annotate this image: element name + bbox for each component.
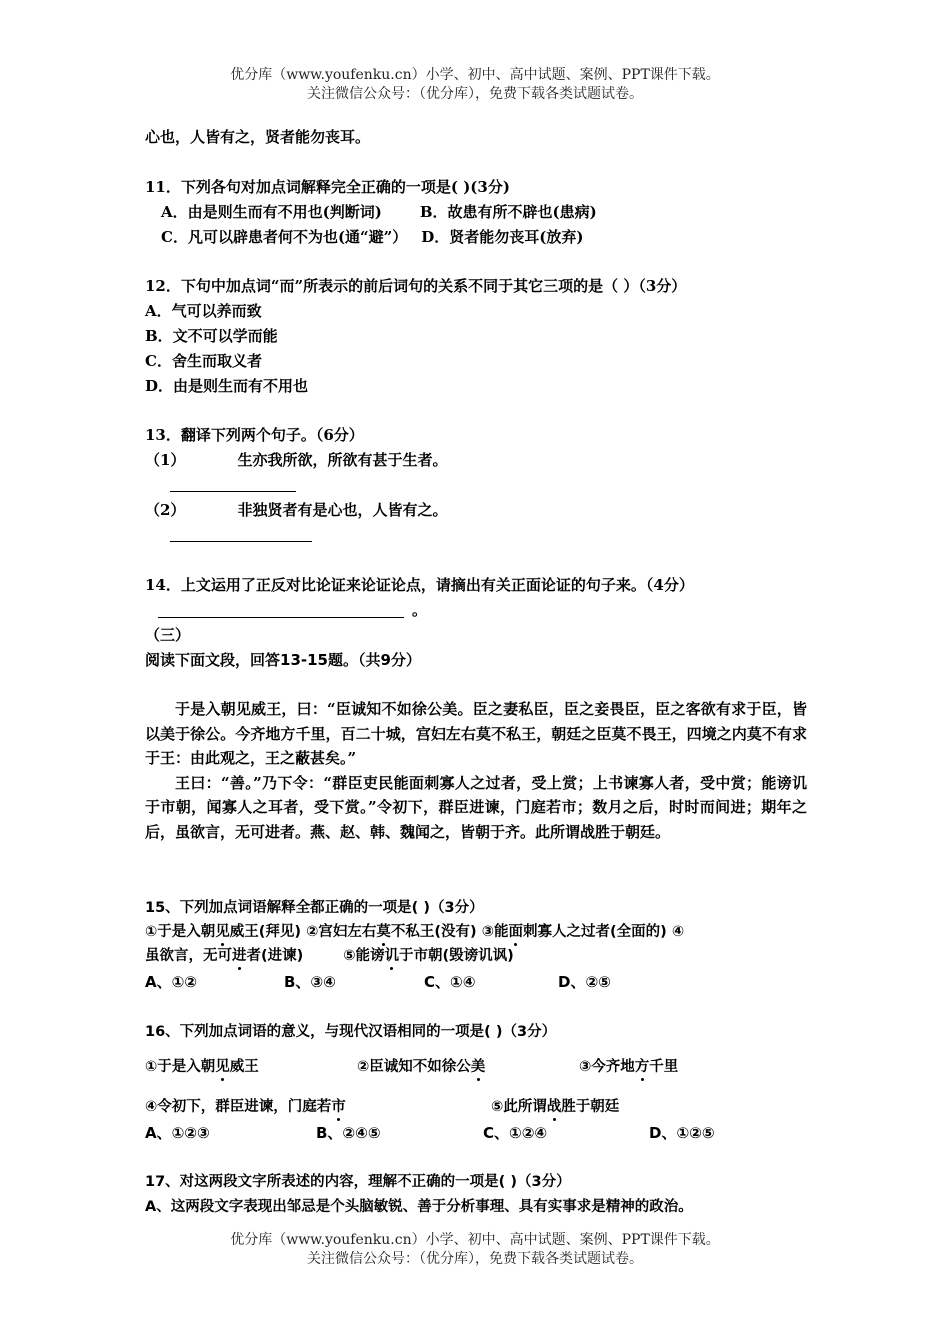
q14-stem: 14．上文运用了正反对比论证来论证论点，请摘出有关正面论证的句子来。（4分） xyxy=(145,576,694,594)
q15-items-row2 xyxy=(145,946,514,966)
q14-answer-line[interactable] xyxy=(158,617,404,618)
q12-option-b: B．文不可以学而能 xyxy=(145,327,278,345)
q15-item-1-post: 威王(拜见) xyxy=(229,924,302,940)
q13-sentence-2 xyxy=(145,500,447,520)
q13-sentence-1 xyxy=(145,450,447,470)
page-header xyxy=(0,66,950,104)
q15-item-1-dotted: 见 xyxy=(215,924,230,940)
header-line-2: 关注微信公众号：（优分库），免费下载各类试题试卷。 xyxy=(307,86,643,102)
q13-answer-line-2[interactable] xyxy=(170,541,312,542)
q11-option-a: A．由是则生而有不用也(判断词) xyxy=(161,203,382,221)
q16-option-d: D、①②⑤ xyxy=(649,1124,715,1142)
q11-options-row1 xyxy=(161,202,597,222)
q16-item-3-pre: ③今齐地 xyxy=(579,1059,635,1075)
q15-option-a: A、①② xyxy=(145,973,198,991)
q15-item-5-post: 于市朝(毁谤讥讽) xyxy=(399,948,514,964)
q17-option-a: A、这两段文字表现出邹忌是个头脑敏锐、善于分析事理、具有实事求是精神的政治。 xyxy=(145,1199,693,1215)
q15-item-3-pre: ③能 xyxy=(481,924,509,940)
section-3-instruction: 阅读下面文段，回答13-15题。（共9分） xyxy=(145,651,421,669)
q16-item-4-pre: ④令初下，群臣进谏，门庭若 xyxy=(145,1099,332,1115)
q15-option-d: D、②⑤ xyxy=(558,973,611,991)
section-3-label: （三） xyxy=(145,626,191,644)
q16-item-3-post: 千里 xyxy=(649,1059,679,1075)
q16-item-4-dotted: 市 xyxy=(331,1099,346,1115)
q16-item-5-dotted: 战 xyxy=(546,1099,562,1115)
q16-item-1-dotted: 见 xyxy=(215,1059,230,1075)
q15-item-2-post: 不私王(没有) xyxy=(390,924,477,940)
q13-sentence-2-text: 非独贤者有是心也，人皆有之。 xyxy=(237,501,448,519)
q16-item-4 xyxy=(145,1097,346,1117)
q13-sentence-1-text: 生亦我所欲，所欲有甚于生者。 xyxy=(237,451,448,469)
q16-item-3-dotted: 方 xyxy=(634,1059,650,1075)
q16-item-5-post: 胜于朝廷 xyxy=(561,1099,620,1115)
q15-item-5-dotted: 讥 xyxy=(384,948,400,964)
q15-item-2-pre: ②宫妇左右 xyxy=(306,924,377,940)
q15-item-5-pre: ⑤能谤 xyxy=(343,948,385,964)
q11-options-row2 xyxy=(161,227,584,247)
q16-option-b: B、②④⑤ xyxy=(316,1124,381,1142)
q16-item-3 xyxy=(579,1057,678,1077)
passage-paragraph-1: 于是入朝见威王，曰：“臣诚知不如徐公美。臣之妻私臣，臣之妾畏臣，臣之客欲有求于臣，皆以美于徐公。今齐地方千里，百二十城，宫妇左右莫不私王，朝廷之臣莫不畏王，四境之内莫不有求于王：由此观之，王之蔽甚矣。” xyxy=(145,700,807,767)
q16-item-5-pre: ⑤此所谓 xyxy=(491,1099,547,1115)
q13-stem: 13．翻译下列两个句子。（6分） xyxy=(145,426,364,444)
q13-sentence-2-number: （2） xyxy=(145,501,186,519)
q15-item-3-dotted: 面 xyxy=(508,924,523,940)
q11-option-b: B．故患有所不辟也(患病) xyxy=(419,203,597,221)
q16-option-c: C、①②④ xyxy=(483,1124,548,1142)
q12-option-d: D．由是则生而有不用也 xyxy=(145,377,309,395)
passage xyxy=(145,697,807,844)
q17-stem: 17、对这两段文字所表述的内容，理解不正确的一项是( )（3分） xyxy=(145,1174,571,1190)
q13-sentence-1-number: （1） xyxy=(145,451,186,469)
q16-stem: 16、下列加点词语的意义，与现代汉语相同的一项是( )（3分） xyxy=(145,1024,557,1040)
q15-item-1-pre: ①于是入朝 xyxy=(145,924,216,940)
q11-option-c: C．凡可以辟患者何不为也(通“避”） xyxy=(161,228,408,246)
q16-item-5 xyxy=(491,1097,619,1117)
q16-item-1-pre: ①于是入朝 xyxy=(145,1059,216,1075)
q14-period: 。 xyxy=(412,601,428,619)
q15-stem: 15、下列加点词语解释全都正确的一项是( )（3分） xyxy=(145,900,484,916)
footer-line-2: 关注微信公众号：（优分库），免费下载各类试题试卷。 xyxy=(307,1251,643,1267)
q16-option-a: A、①②③ xyxy=(145,1124,210,1142)
q13-answer-line-1[interactable] xyxy=(170,491,296,492)
q16-item-1 xyxy=(145,1057,259,1077)
q16-item-1-post: 威王 xyxy=(229,1059,259,1075)
header-line-1: 优分库（www.youfenku.cn）小学、初中、高中试题、案例、PPT课件下载。 xyxy=(230,67,720,83)
q16-item-2 xyxy=(357,1057,485,1077)
q12-stem: 12．下句中加点词“而”所表示的前后词句的关系不同于其它三项的是（ ）（3分） xyxy=(145,277,687,295)
q12-option-a: A．气可以养而致 xyxy=(145,302,262,320)
q15-item-3-post: 刺寡人之过者(全面的) xyxy=(523,924,667,940)
q16-item-2-dotted: 美 xyxy=(470,1059,486,1075)
q15-item-4-post: 者(进谏) xyxy=(246,948,304,964)
q16-item-2-pre: ②臣诚知不如徐公 xyxy=(357,1059,471,1075)
page-footer xyxy=(0,1231,950,1269)
intro-line: 心也，人皆有之，贤者能勿丧耳。 xyxy=(145,128,371,146)
q15-item-4-number: ④ xyxy=(671,924,685,940)
q15-option-b: B、③④ xyxy=(284,973,336,991)
q15-items-row1 xyxy=(145,922,684,942)
q11-option-d: D．贤者能勿丧耳(放弃) xyxy=(421,228,584,246)
q15-item-2-dotted: 莫 xyxy=(376,924,391,940)
q12-option-c: C．舍生而取义者 xyxy=(145,352,262,370)
q15-item-4-dotted: 进 xyxy=(232,948,247,964)
passage-paragraph-2: 王曰：“善。”乃下令：“群臣吏民能面刺寡人之过者，受上赏；上书谏寡人者，受中赏；能谤讥于市朝，闻寡人之耳者，受下赏。”令初下，群臣进谏，门庭若市；数月之后，时时而间进；期年之后，虽欲言，无可进者。燕、赵、韩、魏闻之，皆朝于齐。此所谓战胜于朝廷。 xyxy=(145,773,807,841)
q11-stem: 11．下列各句对加点词解释完全正确的一项是( )(3分) xyxy=(145,178,510,196)
footer-line-1: 优分库（www.youfenku.cn）小学、初中、高中试题、案例、PPT课件下载。 xyxy=(230,1232,720,1248)
q15-item-4-pre: 虽欲言，无可 xyxy=(145,948,232,964)
q15-option-c: C、①④ xyxy=(424,973,476,991)
